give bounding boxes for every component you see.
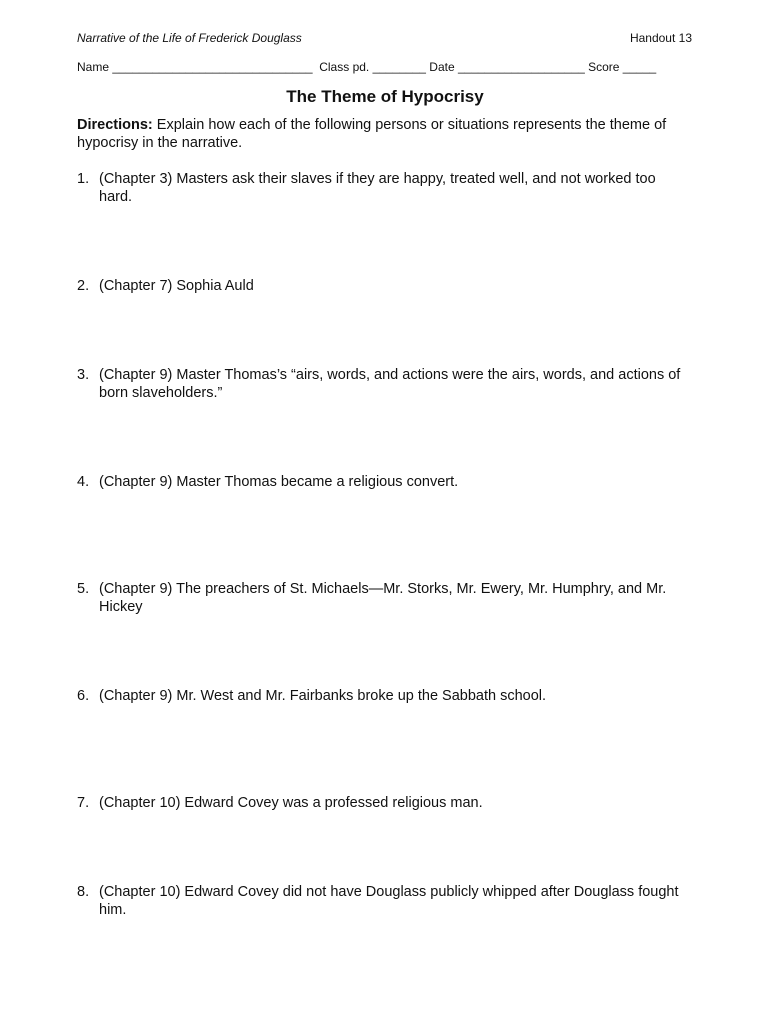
question-text: (Chapter 9) Master Thomas became a religious convert.	[99, 474, 459, 490]
question-number: 3.	[77, 367, 90, 383]
question-item	[77, 580, 692, 616]
question-text: (Chapter 3) Masters ask their slaves if they are happy, treated well, and not worked too hard.	[99, 171, 656, 205]
directions-text: Explain how each of the following persons or situations represents the theme of hypocrisy in the narrative.	[77, 117, 667, 151]
question-item	[77, 170, 692, 206]
question-text: (Chapter 7) Sophia Auld	[99, 278, 254, 294]
question-text: (Chapter 9) Master Thomas’s “airs, words, and actions were the airs, words, and actions of born slaveholders.”	[99, 367, 681, 401]
question-item	[77, 794, 692, 812]
question-text: (Chapter 10) Edward Covey did not have Douglass publicly whipped after Douglass fought him.	[99, 884, 679, 918]
question-text: (Chapter 9) The preachers of St. Michaels—Mr. Storks, Mr. Ewery, Mr. Humphry, and Mr. Hickey	[99, 581, 667, 615]
question-item	[77, 883, 692, 919]
work-title: Narrative of the Life of Frederick Douglass	[77, 31, 302, 45]
question-number: 2.	[77, 278, 90, 294]
question-number: 5.	[77, 581, 90, 597]
running-header	[77, 30, 692, 46]
question-text: (Chapter 10) Edward Covey was a professed religious man.	[99, 795, 483, 811]
question-text: (Chapter 9) Mr. West and Mr. Fairbanks broke up the Sabbath school.	[99, 688, 547, 704]
question-item	[77, 277, 692, 295]
question-number: 6.	[77, 688, 90, 704]
student-info-line: Name ______________________________ Class pd. ________ Date ___________________ Score _____	[77, 60, 657, 74]
question-number: 4.	[77, 474, 90, 490]
question-item	[77, 473, 692, 491]
question-number: 8.	[77, 884, 90, 900]
question-number: 1.	[77, 171, 90, 187]
directions-label: Directions:	[77, 117, 153, 133]
handout-number: Handout 13	[629, 31, 692, 45]
question-item	[77, 687, 692, 705]
question-number: 7.	[77, 795, 90, 811]
page-title: The Theme of Hypocrisy	[286, 87, 484, 106]
question-item	[77, 366, 692, 402]
directions	[77, 116, 692, 152]
